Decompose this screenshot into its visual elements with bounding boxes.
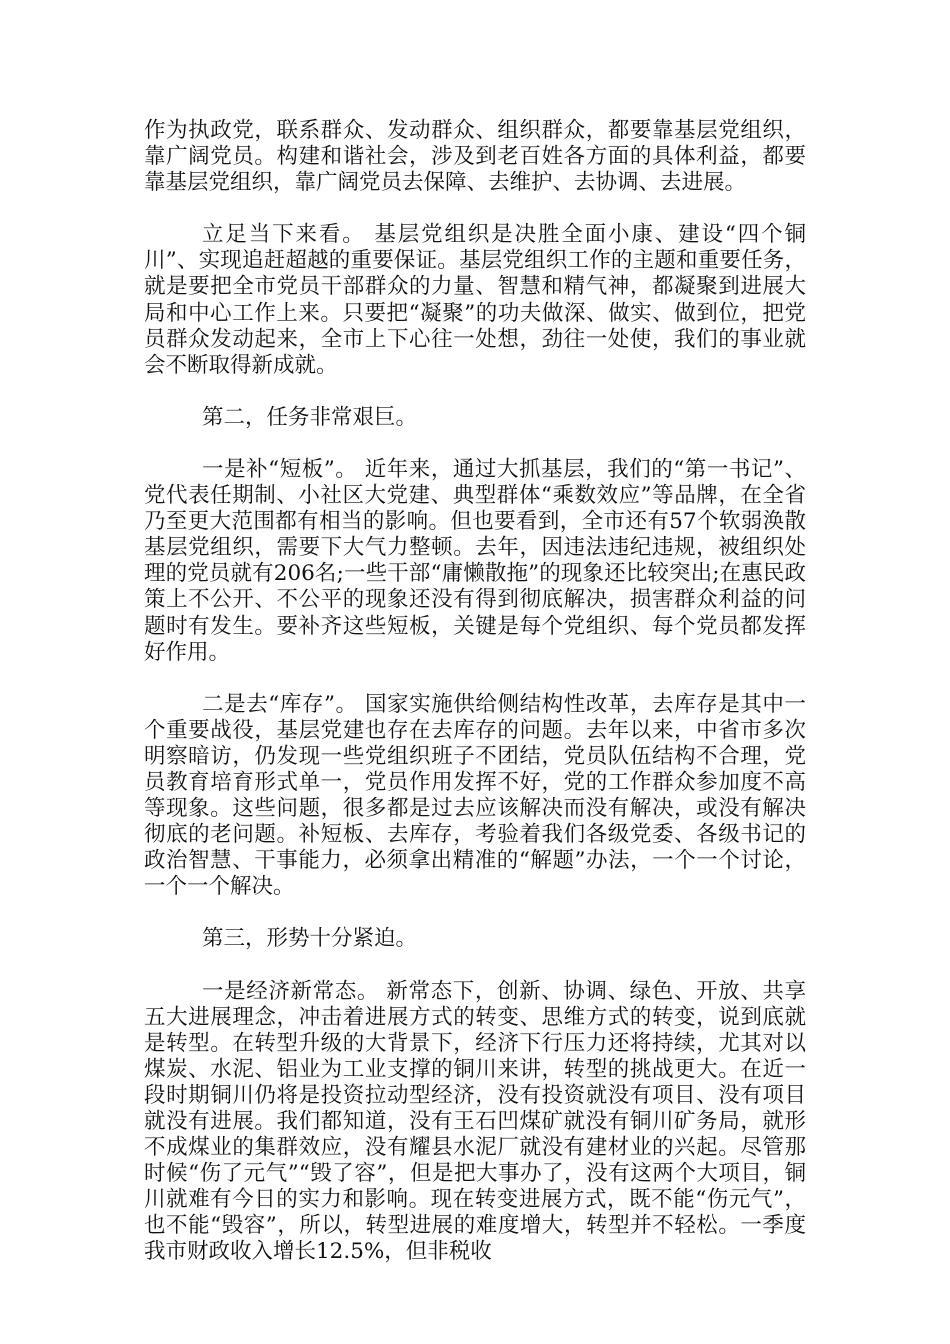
paragraph-2: 立足当下来看。 基层党组织是决胜全面小康、建设“四个铜川”、实现追赶超越的重要保证。基层党组织工作的主题和重要任务，就是要把全市党员干部群众的力量、智慧和精气神，都凝聚到进展大局和中心工作上来。只要把“凝聚”的功夫做深、做实、做到位，把党员群众发动起来，全市上下心往一处想，劲往一处使，我们的事业就会不断取得新成就。: [144, 222, 806, 378]
paragraph-3: 一是补“短板”。 近年来，通过大抓基层，我们的“第一书记”、党代表任期制、小社区大党建、典型群体“乘数效应”等品牌，在全省乃至更大范围都有相当的影响。但也要看到，全市还有57个软弱涣散基层党组织，需要下大气力整顿。去年，因违法违纪违规，被组织处理的党员就有206名;一些干部“庸懒散拖”的现象还比较突出;在惠民政策上不公开、不公平的现象还没有得到彻底解决，损害群众利益的问题时有发生。要补齐这些短板，关键是每个党组织、每个党员都发挥好作用。: [144, 456, 806, 665]
paragraph-5: 一是经济新常态。 新常态下，创新、协调、绿色、开放、共享五大进展理念，冲击着进展方式的转变、思维方式的转变，说到底就是转型。在转型升级的大背景下，经济下行压力还将持续，尤其对以煤炭、水泥、铝业为工业支撑的铜川来讲，转型的挑战更大。在近一段时期铜川仍将是投资拉动型经济，没有投资就没有项目、没有项目就没有进展。我们都知道，没有王石凹煤矿就没有铜川矿务局，就形不成煤业的集群效应，没有耀县水泥厂就没有建材业的兴起。尽管那时候“伤了元气”“毁了容”，但是把大事办了，没有这两个大项目，铜川就难有今日的实力和影响。现在转变进展方式，既不能“伤元气”，也不能“毁容”，所以，转型进展的难度增大，转型并不轻松。一季度我市财政收入增长12.5%，但非税收: [144, 978, 806, 1265]
section-heading-2: 第二，任务非常艰巨。: [202, 404, 418, 430]
document-page: [144, 118, 806, 1292]
section-heading-3: 第三，形势十分紧迫。: [202, 926, 418, 952]
paragraph-4: 二是去“库存”。 国家实施供给侧结构性改革，去库存是其中一个重要战役，基层党建也存在去库存的问题。去年以来，中省市多次明察暗访，仍发现一些党组织班子不团结，党员队伍结构不合理，党员教育培育形式单一，党员作用发挥不好，党的工作群众参加度不高等现象。这些问题，很多都是过去应该解决而没有解决，或没有解决彻底的老问题。补短板、去库存，考验着我们各级党委、各级书记的政治智慧、干事能力，必须拿出精准的“解题”办法，一个一个讨论，一个一个解决。: [144, 691, 806, 900]
paragraph-1: 作为执政党，联系群众、发动群众、组织群众，都要靠基层党组织，靠广阔党员。构建和谐社会，涉及到老百姓各方面的具体利益，都要靠基层党组织，靠广阔党员去保障、去维护、去协调、去进展。: [144, 118, 806, 196]
